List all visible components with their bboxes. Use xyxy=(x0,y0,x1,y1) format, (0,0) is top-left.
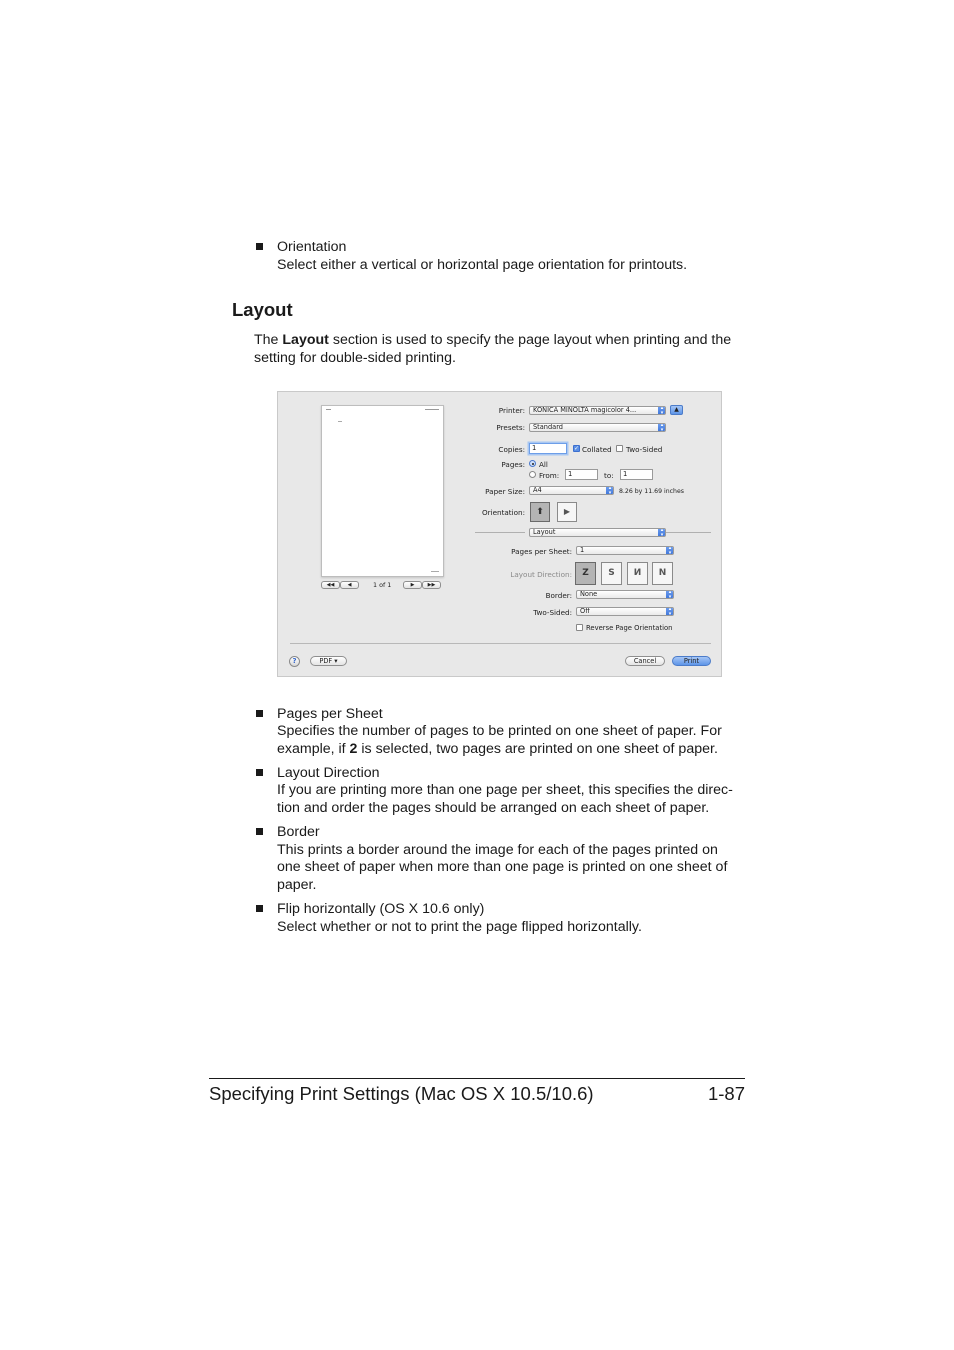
bullet-title-border: Border xyxy=(277,824,320,840)
reverse-orientation-label: Reverse Page Orientation xyxy=(586,624,673,632)
pages-all-label: All xyxy=(539,460,548,469)
two-sided-popup-label: Two-Sided: xyxy=(533,608,572,617)
layout-direction-n-icon[interactable]: N xyxy=(652,562,673,585)
presets-popup[interactable] xyxy=(529,423,666,432)
printer-popup-value: KONICA MINOLTA magicolor 4... xyxy=(533,406,637,414)
bullet-title-orientation: Orientation xyxy=(277,239,347,255)
section-divider-left xyxy=(475,532,525,533)
collapse-dialog-button[interactable]: ▲ xyxy=(670,405,683,415)
first-page-button[interactable]: ◀◀ xyxy=(321,581,340,589)
bullet-title-layout-direction: Layout Direction xyxy=(277,765,380,781)
prev-page-button[interactable]: ◀ xyxy=(340,581,359,589)
section-heading: Layout xyxy=(232,299,293,320)
bullet-title-flip-horizontally: Flip horizontally (OS X 10.6 only) xyxy=(277,901,485,917)
pages-label: Pages: xyxy=(501,460,525,469)
footer-rule xyxy=(209,1078,745,1079)
bottom-divider xyxy=(290,643,711,644)
pages-from-input[interactable]: 1 xyxy=(565,469,598,480)
paper-size-label: Paper Size: xyxy=(485,487,525,496)
updown-arrows-icon: ▴ ▾ xyxy=(658,528,666,537)
bullet-marker xyxy=(256,243,263,250)
bullet-desc-border-line1: This prints a border around the image for each of the pages printed on xyxy=(277,842,718,858)
presets-popup-value: Standard xyxy=(533,423,563,431)
section-popup[interactable] xyxy=(529,528,666,537)
last-page-button[interactable]: ▶▶ xyxy=(422,581,441,589)
pages-per-sheet-popup[interactable] xyxy=(576,546,674,555)
two-sided-popup[interactable] xyxy=(576,607,674,616)
orientation-label: Orientation: xyxy=(482,508,525,517)
section-popup-value: Layout xyxy=(533,528,556,536)
pdf-menu-button[interactable]: PDF ▾ xyxy=(310,656,347,666)
border-popup[interactable] xyxy=(576,590,674,599)
bullet-marker xyxy=(256,769,263,776)
printer-label: Printer: xyxy=(498,406,525,415)
section-divider-right xyxy=(666,532,711,533)
pages-to-label: to: xyxy=(604,471,614,480)
layout-direction-label: Layout Direction: xyxy=(510,570,572,579)
cancel-button[interactable]: Cancel xyxy=(625,656,665,666)
intro-rest: section is used to specify the page layout when printing and the xyxy=(328,332,732,348)
preview-text xyxy=(338,421,342,422)
two-sided-checkbox[interactable] xyxy=(616,445,623,452)
updown-arrows-icon: ▴ ▾ xyxy=(658,423,666,432)
pages-per-sheet-value: 1 xyxy=(580,546,585,554)
printer-popup[interactable] xyxy=(529,406,666,415)
preview-header-left xyxy=(326,409,331,410)
bullet-marker xyxy=(256,828,263,835)
section-intro-line2: setting for double-sided printing. xyxy=(254,350,456,366)
bullet-desc-flip-horizontally: Select whether or not to print the page flipped horizontally. xyxy=(277,919,642,935)
paper-size-popup-value: A4 xyxy=(533,486,542,494)
page-preview xyxy=(321,405,444,577)
bullet-desc-border-line2: one sheet of paper when more than one page is printed on one sheet of xyxy=(277,859,728,875)
pages-all-radio[interactable] xyxy=(529,460,536,467)
pages-to-input[interactable]: 1 xyxy=(620,469,653,480)
landscape-orientation-icon[interactable]: ▶ xyxy=(557,502,577,522)
pages-from-label: From: xyxy=(539,471,560,480)
updown-arrows-icon: ▴ ▾ xyxy=(658,406,666,415)
page-counter: 1 of 1 xyxy=(373,581,392,589)
pages-per-sheet-label: Pages per Sheet: xyxy=(511,547,572,556)
intro-bold: Layout xyxy=(282,332,329,348)
line2-rest: is selected, two pages are printed on one sheet of paper. xyxy=(357,741,718,757)
border-label: Border: xyxy=(545,591,572,600)
presets-label: Presets: xyxy=(496,423,525,432)
border-popup-value: None xyxy=(580,590,598,598)
bullet-marker xyxy=(256,905,263,912)
bullet-desc-border-line3: paper. xyxy=(277,877,317,893)
layout-direction-s-icon[interactable]: S xyxy=(601,562,622,585)
bullet-title-pages-per-sheet: Pages per Sheet xyxy=(277,706,383,722)
collated-checkbox[interactable]: ✓ xyxy=(574,445,580,452)
bullet-desc-orientation: Select either a vertical or horizontal page orientation for printouts. xyxy=(277,257,688,273)
copies-label: Copies: xyxy=(498,445,525,454)
section-intro-line1 xyxy=(254,331,731,349)
updown-arrows-icon: ▴ ▾ xyxy=(666,546,674,555)
intro-prefix: The xyxy=(254,332,283,348)
bullet-desc-pages-per-sheet-line2 xyxy=(277,740,718,758)
reverse-orientation-checkbox[interactable] xyxy=(576,624,583,631)
preview-header-right xyxy=(425,409,439,410)
help-icon: ? xyxy=(292,657,297,665)
line2-prefix: example, if xyxy=(277,741,350,757)
preview-footer xyxy=(431,571,439,572)
bullet-desc-layout-direction-line1: If you are printing more than one page per sheet, this specifies the direc- xyxy=(277,782,733,798)
footer-page-number: 1-87 xyxy=(707,1083,745,1104)
bullet-marker xyxy=(256,710,263,717)
layout-direction-z-icon[interactable]: Z xyxy=(575,562,596,585)
paper-size-popup[interactable] xyxy=(529,486,614,495)
pages-from-radio[interactable] xyxy=(529,471,536,478)
print-button[interactable]: Print xyxy=(672,656,711,666)
next-page-button[interactable]: ▶ xyxy=(403,581,422,589)
bullet-desc-layout-direction-line2: tion and order the pages should be arranged on each sheet of paper. xyxy=(277,800,710,816)
footer-title: Specifying Print Settings (Mac OS X 10.5/10.6) xyxy=(209,1083,594,1104)
help-button[interactable] xyxy=(289,656,300,667)
two-sided-popup-value: Off xyxy=(580,607,590,615)
paper-size-dims: 8.26 by 11.69 inches xyxy=(619,488,684,495)
line2-bold: 2 xyxy=(349,741,358,757)
portrait-orientation-icon[interactable]: ⬆ xyxy=(530,502,550,522)
layout-direction-reverse-n-icon[interactable]: И xyxy=(627,562,648,585)
bullet-desc-pages-per-sheet-line1: Specifies the number of pages to be printed on one sheet of paper. For xyxy=(277,723,722,739)
print-dialog xyxy=(277,391,722,677)
two-sided-label: Two-Sided xyxy=(626,445,663,454)
collated-label: Collated xyxy=(582,445,612,454)
updown-arrows-icon: ▴ ▾ xyxy=(666,607,674,616)
copies-input[interactable]: 1 xyxy=(529,443,567,454)
updown-arrows-icon: ▴ ▾ xyxy=(666,590,674,599)
updown-arrows-icon: ▴ ▾ xyxy=(606,486,614,495)
